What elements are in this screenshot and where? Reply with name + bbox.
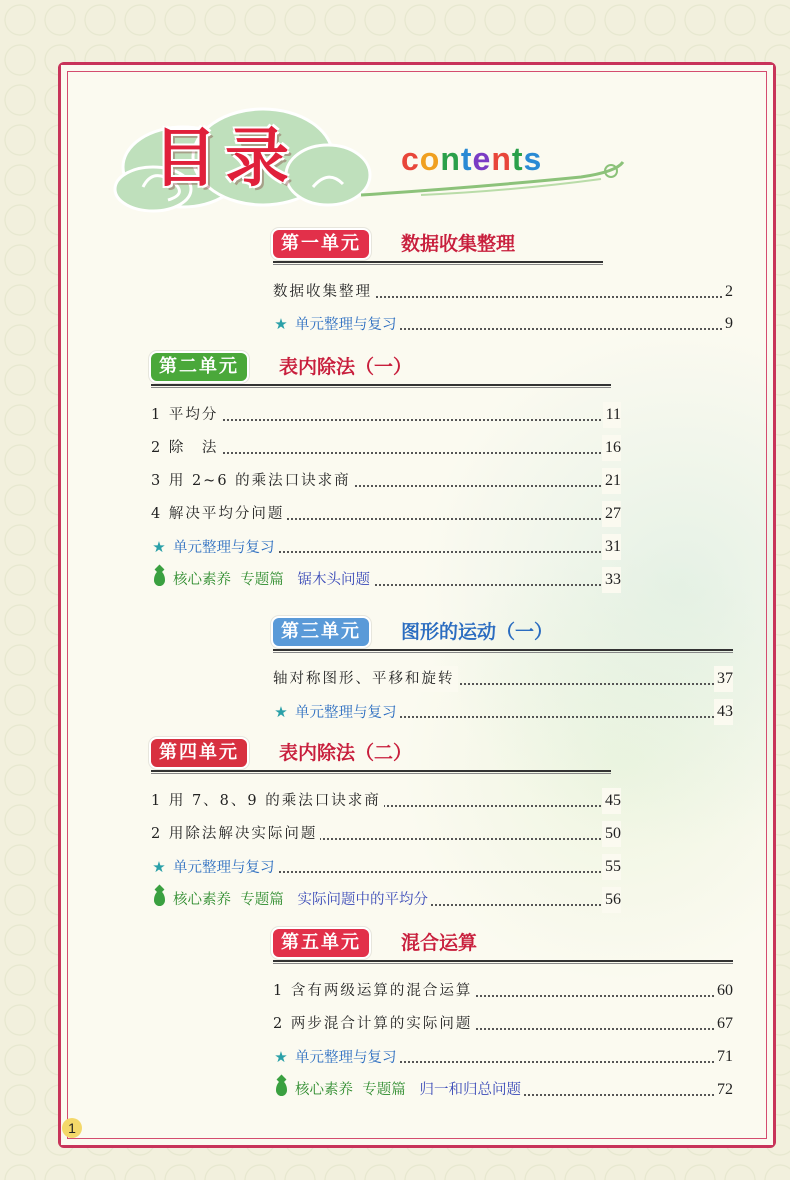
unit-4-title: 表内除法（二）: [279, 742, 413, 764]
toc-page: 45: [602, 788, 621, 814]
toc-label: 2 除 法: [151, 435, 221, 461]
toc-page: 21: [602, 468, 621, 494]
toc-label: 数据收集整理: [273, 279, 375, 305]
toc-page: 71: [714, 1044, 733, 1070]
unit-5-title: 混合运算: [401, 932, 478, 954]
unit-2-title: 表内除法（一）: [279, 356, 413, 378]
toc-label: 单元整理与复习: [295, 1050, 397, 1066]
contents-frame: [58, 62, 776, 1148]
unit-2-badge: 第二单元: [151, 353, 247, 381]
unit-5-badge: 第五单元: [273, 929, 369, 957]
page-number: 1: [62, 1118, 82, 1138]
toc-label: 单元整理与复习: [173, 540, 275, 556]
contents-title: 目录: [153, 122, 297, 196]
toc-label-wrap: [273, 1044, 400, 1071]
topic-title: 归一和归总问题: [419, 1082, 522, 1098]
topic-title: 锯木头问题: [297, 572, 371, 588]
toc-page: 31: [602, 534, 621, 560]
subtitle-letter: s: [523, 141, 543, 177]
unit-3-title: 图形的运动（一）: [401, 621, 554, 643]
toc-label-wrap: [273, 1077, 524, 1103]
subtitle-letter: e: [472, 141, 492, 177]
star-icon: ★: [152, 538, 166, 556]
toc-label: 单元整理与复习: [295, 705, 397, 721]
toc-page: 2: [722, 279, 733, 305]
toc-label: 单元整理与复习: [173, 860, 275, 876]
toc-label: 2 用除法解决实际问题: [151, 821, 320, 847]
topic-label: 专题篇: [362, 1082, 406, 1098]
star-icon: ★: [274, 703, 288, 721]
toc-label-wrap: [151, 887, 431, 913]
subtitle-letter: n: [440, 141, 461, 177]
subtitle-letter: t: [511, 141, 524, 177]
toc-page: 16: [602, 435, 621, 461]
toc-label: 轴对称图形、平移和旋转: [273, 666, 458, 692]
toc-page: 56: [602, 887, 621, 913]
unit-4-badge: 第四单元: [151, 739, 247, 767]
toc-page: 72: [714, 1077, 733, 1103]
toc-page: 9: [722, 311, 733, 337]
star-icon: ★: [152, 858, 166, 876]
toc-page: 60: [714, 978, 733, 1004]
leader-dots: [151, 419, 621, 421]
star-icon: ★: [274, 315, 288, 333]
subtitle-letter: n: [491, 141, 512, 177]
subtitle-letter: o: [419, 141, 441, 177]
toc-label: 单元整理与复习: [295, 317, 397, 333]
drop-icon: [154, 891, 165, 906]
core-label: 核心素养: [295, 1082, 353, 1098]
unit-3-badge: 第三单元: [273, 618, 369, 646]
topic-label: 专题篇: [240, 892, 284, 908]
toc-label: 1 用 7、8、9 的乘法口诀求商: [151, 788, 384, 814]
drop-icon: [154, 571, 165, 586]
toc-label: 4 解决平均分问题: [151, 501, 287, 527]
toc-page: 11: [603, 402, 621, 428]
subtitle-letter: c: [401, 141, 420, 177]
toc-page: 43: [714, 699, 733, 725]
leader-dots: [151, 452, 621, 454]
toc-page: 27: [602, 501, 621, 527]
topic-title: 实际问题中的平均分: [297, 892, 429, 908]
toc-label-wrap: [273, 311, 400, 338]
topic-label: 专题篇: [240, 572, 284, 588]
core-label: 核心素养: [173, 892, 231, 908]
toc-label: 1 平均分: [151, 402, 221, 428]
toc-label: 3 用 2~6 的乘法口诀求商: [151, 468, 354, 494]
toc-page: 67: [714, 1011, 733, 1037]
toc-label-wrap: [151, 567, 373, 593]
toc-label: 1 含有两级运算的混合运算: [273, 978, 475, 1004]
core-label: 核心素养: [173, 572, 231, 588]
drop-icon: [276, 1081, 287, 1096]
toc-label: 2 两步混合计算的实际问题: [273, 1011, 475, 1037]
toc-page: 55: [602, 854, 621, 880]
toc-label-wrap: [151, 534, 278, 561]
subtitle-letter: t: [460, 141, 473, 177]
unit-1-title: 数据收集整理: [401, 233, 516, 255]
toc-page: 50: [602, 821, 621, 847]
star-icon: ★: [274, 1048, 288, 1066]
toc-label-wrap: [151, 854, 278, 881]
unit-1-badge: 第一单元: [273, 230, 369, 258]
toc-label-wrap: [273, 699, 400, 726]
toc-page: 33: [602, 567, 621, 593]
toc-page: 37: [714, 666, 733, 692]
